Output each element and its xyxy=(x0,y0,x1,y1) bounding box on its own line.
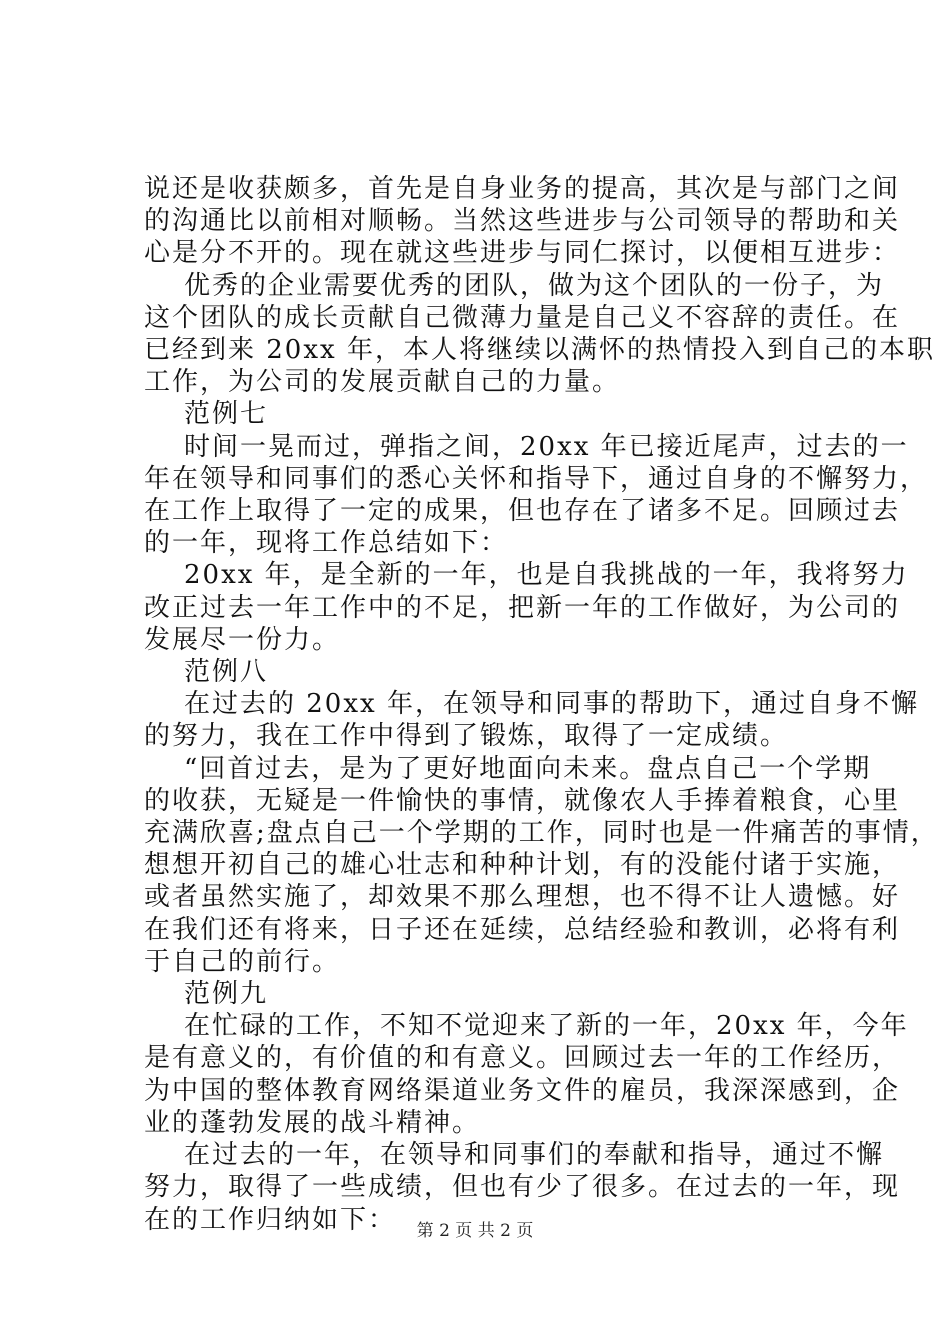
text-line: 充满欣喜;盘点自己一个学期的工作，同时也是一件痛苦的事情， xyxy=(144,818,939,849)
text-line: 范例八 xyxy=(184,657,269,688)
text-line: 是有意义的，有价值的和有意义。回顾过去一年的工作经历， xyxy=(144,1043,901,1074)
text-line: 在的工作归纳如下： xyxy=(144,1204,397,1235)
text-line: 的努力，我在工作中得到了锻炼，取得了一定成绩。 xyxy=(144,721,789,752)
text-line: 20xx 年，是全新的一年，也是自我挑战的一年，我将努力 xyxy=(184,560,909,591)
text-line: 为中国的整体教育网络渠道业务文件的雇员，我深深感到，企 xyxy=(144,1075,901,1106)
text-line: 时间一晃而过，弹指之间，20xx 年已接近尾声，过去的一 xyxy=(184,431,909,462)
text-line: 业的蓬勃发展的战斗精神。 xyxy=(144,1107,481,1138)
text-line: 的收获，无疑是一件愉快的事情，就像农人手捧着粮食，心里 xyxy=(144,785,901,816)
text-line: 在过去的 20xx 年，在领导和同事的帮助下，通过自身不懈 xyxy=(184,689,919,720)
text-line: 的一年，现将工作总结如下： xyxy=(144,528,509,559)
text-line: 范例九 xyxy=(184,979,269,1010)
text-line: 在工作上取得了一定的成果，但也存在了诸多不足。回顾过去 xyxy=(144,496,901,527)
text-line: 在我们还有将来，日子还在延续，总结经验和教训，必将有利 xyxy=(144,914,901,945)
text-line: 这个团队的成长贡献自己微薄力量是自己义不容辞的责任。在 xyxy=(144,302,901,333)
text-line: 范例七 xyxy=(184,399,269,430)
text-line: 于自己的前行。 xyxy=(144,946,341,977)
text-line: 或者虽然实施了，却效果不那么理想，也不得不让人遗憾。好 xyxy=(144,882,901,913)
text-line: 优秀的企业需要优秀的团队，做为这个团队的一份子，为 xyxy=(184,270,885,301)
text-line: 年在领导和同事们的悉心关怀和指导下，通过自身的不懈努力， xyxy=(144,463,929,494)
text-line: 在过去的一年，在领导和同事们的奉献和指导，通过不懈 xyxy=(184,1140,885,1171)
page-footer: 第 2 页 共 2 页 xyxy=(416,1221,534,1241)
text-line: 心是分不开的。现在就这些进步与同仁探讨，以便相互进步： xyxy=(144,238,901,269)
text-line: “回首过去，是为了更好地面向未来。盘点自己一个学期 xyxy=(184,753,872,784)
text-line: 想想开初自己的雄心壮志和种种计划，有的没能付诸于实施， xyxy=(144,850,901,881)
text-line: 改正过去一年工作中的不足，把新一年的工作做好，为公司的 xyxy=(144,592,901,623)
text-line: 发展尽一份力。 xyxy=(144,624,341,655)
text-line: 在忙碌的工作，不知不觉迎来了新的一年，20xx 年，今年 xyxy=(184,1011,909,1042)
text-line: 工作，为公司的发展贡献自己的力量。 xyxy=(144,367,621,398)
text-line: 已经到来 20xx 年，本人将继续以满怀的热情投入到自己的本职 xyxy=(144,335,935,366)
text-line: 努力，取得了一些成绩，但也有少了很多。在过去的一年，现 xyxy=(144,1172,901,1203)
document-body xyxy=(144,173,939,1236)
text-line: 的沟通比以前相对顺畅。当然这些进步与公司领导的帮助和关 xyxy=(144,206,901,237)
text-line: 说还是收获颇多，首先是自身业务的提高，其次是与部门之间 xyxy=(144,174,901,204)
